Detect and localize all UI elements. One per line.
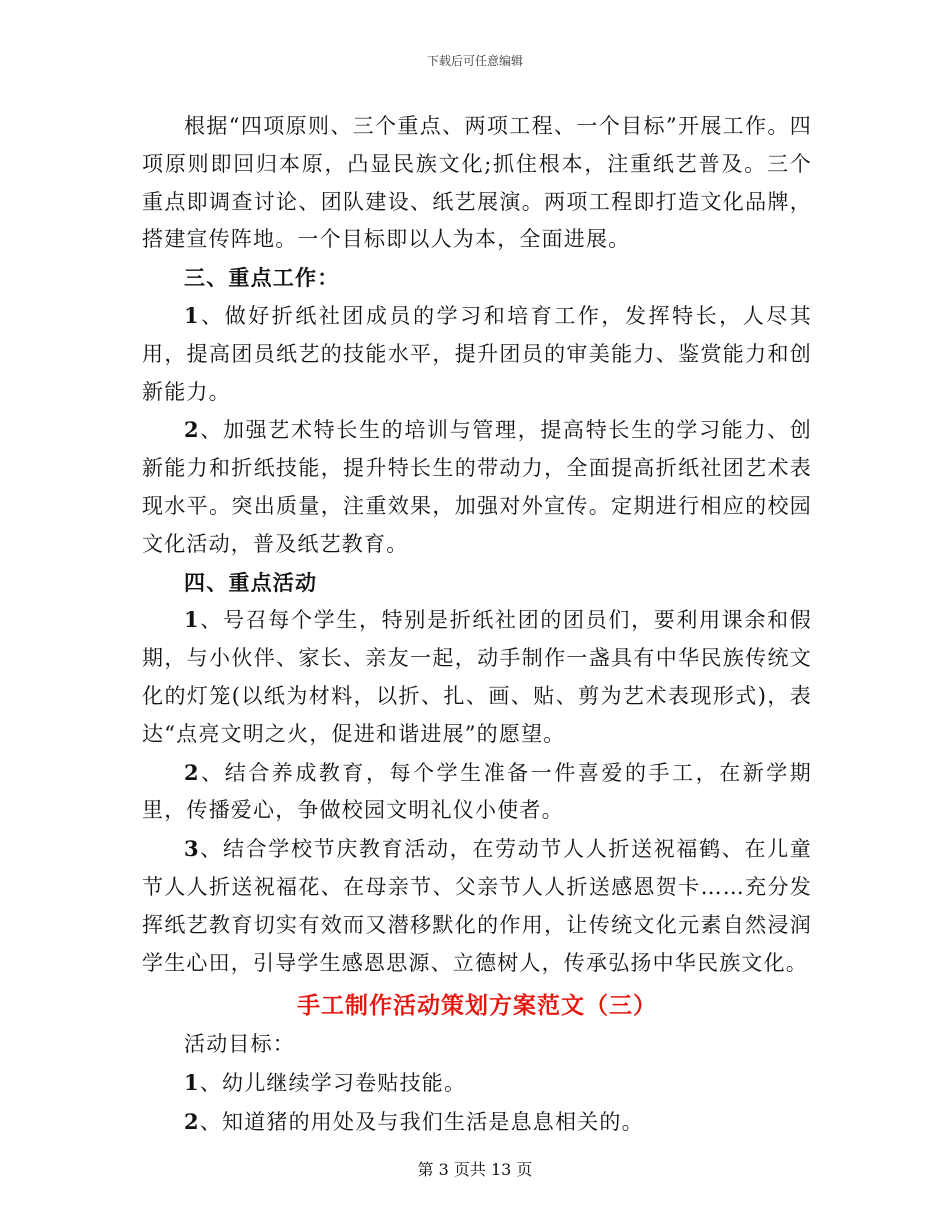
numbered-paragraph (142, 830, 812, 982)
paragraph-text: 、知道猪的用处及与我们生活是息息相关的。 (199, 1109, 644, 1134)
item-number: 1 (184, 1070, 200, 1096)
section-title: 手工制作活动策划方案范文（三） (297, 992, 657, 1020)
paragraph-text: 、结合养成教育，每个学生准备一件喜爱的手工，在新学期里，传播爱心，争做校园文明礼仪小使者。 (142, 760, 812, 823)
paragraph-text: 、幼儿继续学习卷贴技能。 (199, 1071, 467, 1096)
paragraph: 活动目标： (184, 1032, 295, 1057)
paragraph-text: 、号召每个学生，特别是折纸社团的团员们，要利用课余和假期，与小伙伴、家长、亲友一起，动手制作一盏具有中华民族传统文化的灯笼(以纸为材料，以折、扎、画、贴、剪为艺术表现形式)，表达“点亮文明之火，促进和谐进展”的愿望。 (142, 608, 812, 746)
document-body (142, 108, 812, 1142)
item-number: 3 (184, 836, 200, 862)
paragraph-text: 、结合学校节庆教育活动，在劳动节人人折送祝福鹤、在儿童节人人折送祝福花、在母亲节、父亲节人人折送感恩贺卡……充分发挥纸艺教育切实有效而又潜移默化的作用，让传统文化元素自然浸润学生心田，引导学生感恩思源、立德树人，传承弘扬中华民族文化。 (142, 837, 812, 975)
item-number: 1 (184, 302, 200, 328)
section-heading: 四、重点活动 (184, 569, 318, 595)
item-number: 2 (184, 417, 200, 443)
numbered-paragraph (142, 411, 812, 563)
item-number: 2 (184, 759, 200, 785)
numbered-paragraph (142, 1064, 812, 1103)
numbered-paragraph (142, 601, 812, 753)
paragraph-text: 、做好折纸社团成员的学习和培育工作，发挥特长，人尽其用，提高团员纸艺的技能水平，提升团员的审美能力、鉴赏能力和创新能力。 (142, 303, 812, 404)
paragraph: 根据“四项原则、三个重点、两项工程、一个目标”开展工作。四项原则即回归本原，凸显民族文化;抓住根本，注重纸艺普及。三个重点即调查讨论、团队建设、纸艺展演。两项工程即打造文化品牌，搭建宣传阵地。一个目标即以人为本，全面进展。 (142, 114, 812, 252)
paragraph-text: 、加强艺术特长生的培训与管理，提高特长生的学习能力、创新能力和折纸技能，提升特长生的带动力，全面提高折纸社团艺术表现水平。突出质量，注重效果，加强对外宣传。定期进行相应的校园文化活动，普及纸艺教育。 (142, 418, 812, 556)
item-number: 1 (184, 607, 200, 633)
numbered-paragraph (142, 1103, 812, 1142)
page-footer: 第 3 页共 13 页 (417, 1160, 533, 1179)
numbered-paragraph (142, 754, 812, 831)
page-header: 下载后可任意编辑 (426, 54, 523, 68)
numbered-paragraph (142, 297, 812, 411)
section-heading: 三、重点工作： (184, 265, 340, 291)
item-number: 2 (184, 1108, 200, 1134)
